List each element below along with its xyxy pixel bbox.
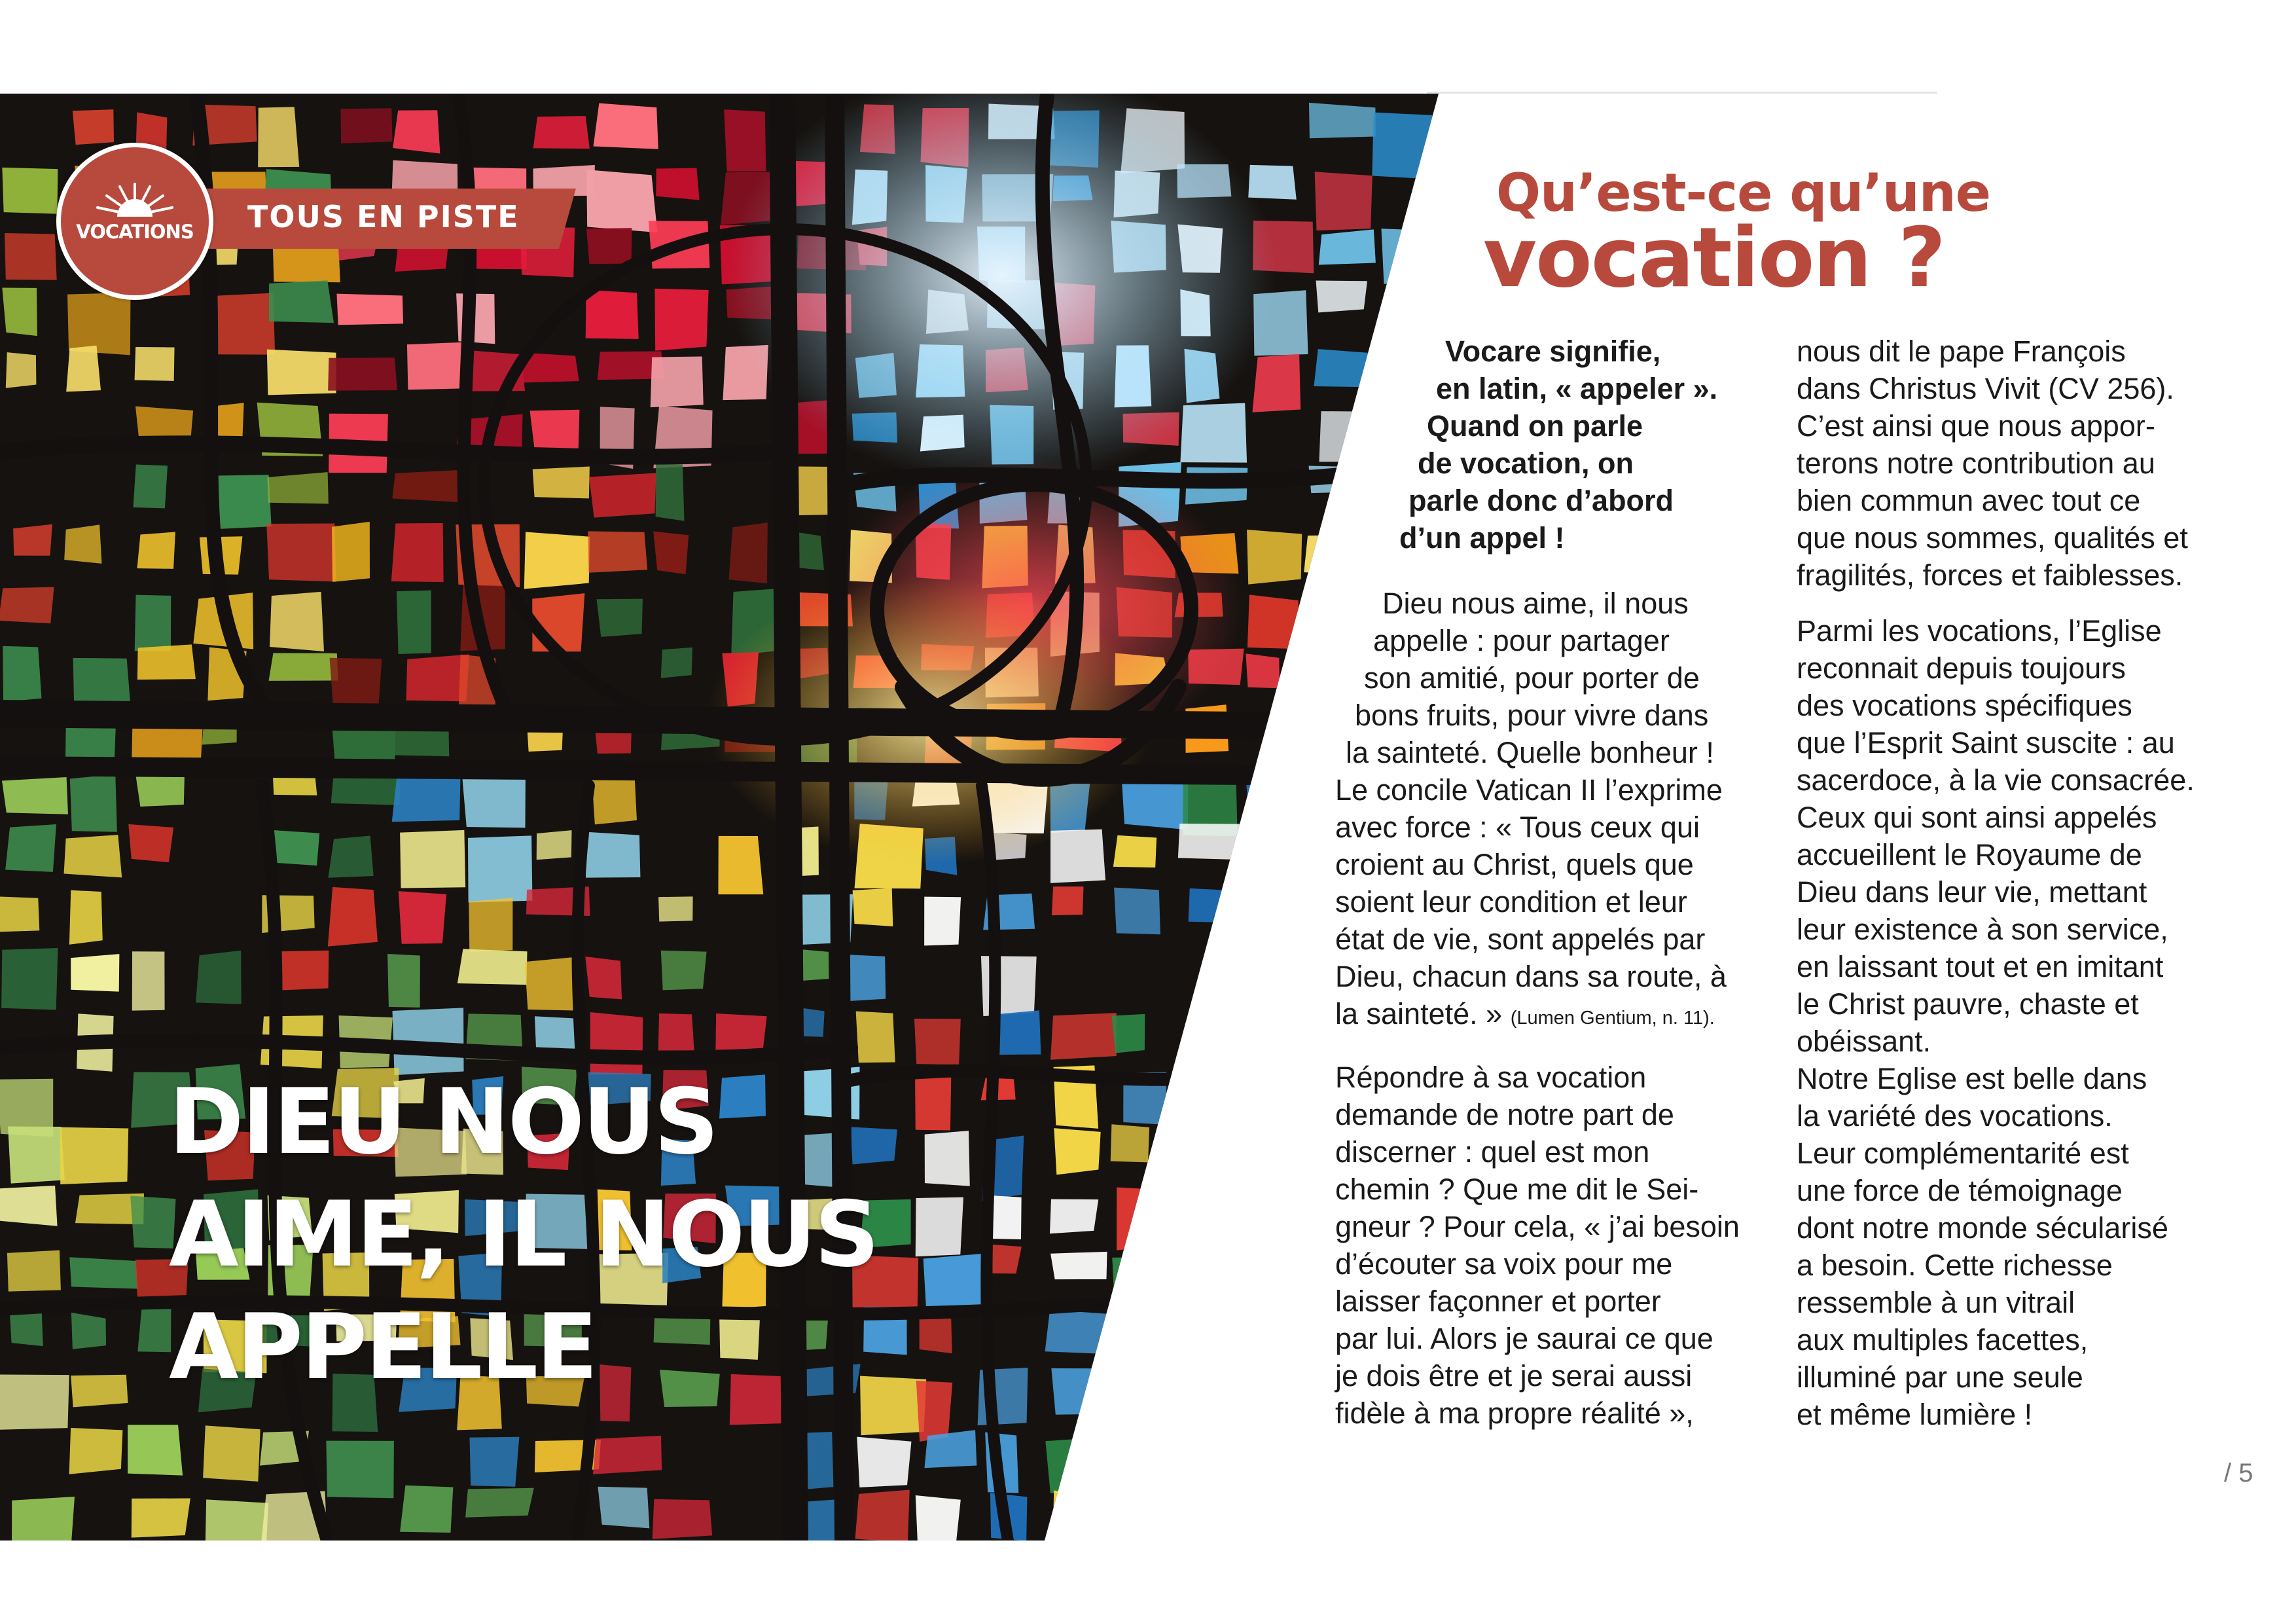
glass-tile xyxy=(724,109,766,172)
glass-tile xyxy=(1112,1014,1145,1053)
body-line: obéissant. xyxy=(1797,1025,1931,1058)
glass-tile xyxy=(336,294,403,325)
glass-tile xyxy=(5,233,57,280)
glass-tile xyxy=(1186,1135,1251,1172)
glass-tile xyxy=(262,1544,317,1608)
body-line: Dieu dans leur vie, mettant xyxy=(1797,875,2147,909)
glass-tile xyxy=(1,948,58,1010)
glass-tile xyxy=(332,522,370,582)
glass-tile xyxy=(593,1436,662,1474)
intro-line: Vocare signifie, xyxy=(1445,335,1661,368)
glass-tile xyxy=(399,891,446,944)
glass-tile xyxy=(69,1257,137,1288)
glass-tile xyxy=(128,824,173,862)
glass-tile xyxy=(1117,1187,1160,1250)
glass-tile xyxy=(661,647,692,678)
glass-tile xyxy=(537,830,572,860)
glass-tile xyxy=(653,532,689,574)
hero-headline xyxy=(169,1066,954,1404)
glass-tile xyxy=(914,1019,961,1065)
glass-tile xyxy=(856,1012,895,1063)
intro-line: parle donc d’abord xyxy=(1408,484,1674,517)
glass-tile xyxy=(274,951,329,991)
glass-tile xyxy=(1243,1438,1308,1493)
glass-tile xyxy=(1113,835,1157,867)
glass-tile xyxy=(5,824,56,872)
glass-tile xyxy=(206,1499,268,1548)
glass-tile xyxy=(916,1495,961,1549)
column-2-paragraph-2 xyxy=(1797,612,2195,1433)
glass-tile xyxy=(0,896,39,932)
glass-tile xyxy=(2,168,58,214)
glass-tile xyxy=(258,107,299,167)
glass-tile xyxy=(70,775,117,832)
article-title-line2: vocation ? xyxy=(1483,210,1945,306)
glass-tile xyxy=(7,1250,61,1292)
glass-tile xyxy=(1178,824,1244,860)
body-line: fragilités, forces et faiblesses. xyxy=(1797,558,2183,592)
glass-tile xyxy=(1254,833,1297,867)
glass-tile xyxy=(64,524,101,564)
body-line: reconnait depuis toujours xyxy=(1797,651,2126,685)
glass-tile xyxy=(1114,1548,1168,1596)
body-line: chemin ? Que me dit le Sei- xyxy=(1335,1173,1699,1206)
column-1-paragraph-1 xyxy=(1335,585,1727,1037)
body-line: que nous sommes, qualités et xyxy=(1797,521,2188,555)
glass-tile xyxy=(1439,100,1478,143)
body-line: par lui. Alors je saurai ce que xyxy=(1335,1322,1713,1355)
body-line: son amitié, pour porter de xyxy=(1364,661,1700,695)
glass-tile xyxy=(1045,1436,1114,1493)
glass-tile xyxy=(594,103,658,149)
glass-tile xyxy=(391,523,444,582)
glass-tile xyxy=(64,835,122,877)
body-line: leur existence à son service, xyxy=(1797,913,2168,946)
body-line: laisser façonner et porter xyxy=(1335,1285,1661,1318)
glass-tile xyxy=(1176,1070,1206,1110)
intro-paragraph xyxy=(1394,333,1717,556)
glass-tile xyxy=(2,777,68,814)
glass-tile xyxy=(1182,1190,1249,1254)
glass-tile xyxy=(1381,228,1439,283)
glass-tile xyxy=(651,357,704,408)
body-line: sacerdoce, à la vie consacrée. xyxy=(1797,763,2195,797)
glass-tile xyxy=(135,347,175,381)
body-line: avec force : « Tous ceux qui xyxy=(1335,811,1700,844)
glass-tile xyxy=(266,524,336,582)
glass-tile xyxy=(715,1013,766,1052)
column-2-paragraph-1 xyxy=(1797,333,2188,594)
body-line: dont notre monde sécularisé xyxy=(1797,1211,2168,1245)
glass-tile xyxy=(1045,1309,1109,1353)
glass-tile xyxy=(653,1499,713,1539)
glass-tile xyxy=(658,896,693,921)
glass-tile xyxy=(862,1551,893,1583)
body-line: bien commun avec tout ce xyxy=(1797,484,2141,517)
hero-headline-line: DIEU NOUS xyxy=(169,1069,717,1175)
glass-tile xyxy=(67,293,130,356)
body-line: Ceux qui sont ainsi appelés xyxy=(1797,801,2157,834)
glass-tile xyxy=(524,532,590,589)
body-line: la sainteté. Quelle bonheur ! xyxy=(1346,736,1714,769)
glass-tile xyxy=(134,465,168,509)
glass-tile xyxy=(270,830,319,866)
glass-tile xyxy=(1045,1556,1092,1608)
glass-tile xyxy=(1372,113,1437,180)
glass-tile xyxy=(13,524,52,556)
glass-tile xyxy=(1252,897,1323,925)
intro-line: Quand on parle xyxy=(1427,409,1643,443)
body-line: Le concile Vatican II l’exprime xyxy=(1335,773,1723,807)
glass-tile xyxy=(270,592,324,651)
glass-tile xyxy=(66,346,101,392)
glass-tile xyxy=(1316,1546,1382,1597)
body-line: la variété des vocations. xyxy=(1797,1099,2113,1133)
glass-tile xyxy=(655,289,708,351)
glass-tile xyxy=(1378,1548,1435,1582)
glass-tile xyxy=(340,108,392,143)
body-line: demande de notre part de xyxy=(1335,1098,1674,1131)
glass-tile xyxy=(12,1497,75,1550)
glass-tile xyxy=(69,890,103,945)
glass-tile xyxy=(1316,280,1367,312)
body-line: Parmi les vocations, l’Eglise xyxy=(1797,614,2162,647)
glass-tile xyxy=(468,835,533,902)
glass-tile xyxy=(6,352,37,388)
glass-tile xyxy=(1114,888,1160,935)
body-line: nous dit le pape François xyxy=(1797,335,2126,368)
glass-tile xyxy=(589,473,656,518)
glass-tile xyxy=(1249,1135,1304,1190)
glass-tile xyxy=(992,1545,1031,1597)
body-line: je dois être et je serai aussi xyxy=(1335,1359,1693,1393)
glass-tile xyxy=(3,646,41,702)
glass-tile xyxy=(326,1441,394,1499)
glass-tile xyxy=(0,1186,58,1226)
body-line: illuminé par une seule xyxy=(1797,1360,2083,1394)
glass-tile xyxy=(1181,1317,1247,1354)
glass-tile xyxy=(267,350,336,395)
glass-tile xyxy=(60,1127,128,1184)
sunrise-icon xyxy=(94,179,176,218)
glass-tile xyxy=(1316,1434,1384,1499)
glass-tile xyxy=(597,599,643,637)
glass-tile xyxy=(784,1552,834,1600)
glass-tile xyxy=(924,897,961,946)
glass-tile xyxy=(2,287,37,336)
glass-tile xyxy=(585,957,622,999)
body-line: appelle : pour partager xyxy=(1373,624,1670,657)
glass-tile xyxy=(1050,1013,1117,1060)
glass-tile xyxy=(8,1127,65,1184)
page-number: / 5 xyxy=(2224,1459,2253,1487)
glass-tile xyxy=(392,470,460,502)
body-line: soient leur condition et leur xyxy=(1335,885,1687,919)
glass-tile xyxy=(1246,653,1280,688)
body-line: que l’Esprit Saint suscite : au xyxy=(1797,726,2175,759)
body-line: état de vie, sont appelés par xyxy=(1335,922,1706,956)
glass-tile xyxy=(923,1551,979,1580)
glass-tile xyxy=(1249,1073,1312,1123)
glass-tile xyxy=(718,836,763,894)
glass-tile xyxy=(387,954,420,1008)
glass-tile xyxy=(269,280,334,323)
glass-tile xyxy=(337,1551,396,1605)
glass-tile xyxy=(71,954,119,992)
body-line: en laissant tout et en imitant xyxy=(1797,950,2164,983)
glass-tile xyxy=(137,532,175,568)
glass-tile xyxy=(328,357,397,390)
glass-tile xyxy=(586,170,657,232)
glass-tile xyxy=(1052,886,1084,915)
glass-tile xyxy=(1247,594,1299,649)
glass-tile xyxy=(132,1499,190,1538)
glass-tile xyxy=(400,830,465,888)
vocations-logo xyxy=(56,143,213,300)
column-1-paragraph-2 xyxy=(1335,1059,1740,1432)
body-line: une force de témoignage xyxy=(1797,1174,2123,1207)
glass-tile xyxy=(1252,354,1300,412)
glass-tile xyxy=(661,951,707,991)
glass-tile xyxy=(1050,1252,1107,1279)
body-line: Leur complémentarité est xyxy=(1797,1137,2129,1170)
vocations-logo-label: VOCATIONS xyxy=(76,221,194,243)
body-line: bons fruits, pour vivre dans xyxy=(1355,699,1709,732)
glass-tile xyxy=(203,1425,260,1482)
glass-tile xyxy=(656,168,699,200)
body-line: d’écouter sa voix pour me xyxy=(1335,1247,1673,1281)
glass-tile xyxy=(400,1486,453,1533)
glass-tile xyxy=(1247,530,1302,585)
glass-tile xyxy=(1052,1490,1089,1547)
glass-tile xyxy=(465,1488,534,1518)
glass-tile xyxy=(1437,1503,1477,1531)
body-line: terons notre contribution au xyxy=(1797,447,2155,480)
glass-tile xyxy=(1180,1556,1211,1610)
glass-tile xyxy=(533,467,590,499)
intro-line: de vocation, on xyxy=(1418,447,1634,480)
glass-tile xyxy=(328,836,373,878)
body-line: a besoin. Cette richesse xyxy=(1797,1249,2113,1282)
hero-headline-line: AIME, IL NOUS xyxy=(169,1182,878,1287)
body-line: Dieu nous aime, il nous xyxy=(1382,587,1689,620)
glass-tile xyxy=(1314,349,1384,387)
glass-tile xyxy=(588,531,647,572)
glass-tile xyxy=(331,777,400,805)
header-rule xyxy=(1427,92,1937,94)
glass-tile xyxy=(1304,535,1372,575)
body-line: et même lumière ! xyxy=(1797,1398,2033,1431)
body-line: Notre Eglise est belle dans xyxy=(1797,1062,2147,1095)
glass-tile xyxy=(457,949,528,985)
glass-tile xyxy=(1374,1486,1443,1523)
body-line: Répondre à sa vocation xyxy=(1335,1061,1647,1094)
glass-tile xyxy=(135,407,193,441)
glass-tile xyxy=(533,116,590,149)
body-line: aux multiples facettes, xyxy=(1797,1323,2089,1357)
body-line-text: la sainteté. » xyxy=(1335,997,1503,1030)
glass-tile xyxy=(137,644,196,680)
glass-tile xyxy=(1306,706,1339,739)
glass-tile xyxy=(656,1555,723,1602)
glass-tile xyxy=(328,887,378,947)
glass-tile xyxy=(73,109,114,145)
glass-tile xyxy=(1122,778,1188,830)
hero-headline-line: APPELLE xyxy=(169,1294,596,1400)
glass-tile xyxy=(135,595,171,651)
body-line: le Christ pauvre, chaste et xyxy=(1797,987,2139,1021)
glass-tile xyxy=(1319,229,1376,264)
glass-tile xyxy=(855,1489,910,1542)
glass-tile xyxy=(69,1428,123,1474)
glass-tile xyxy=(0,587,54,624)
glass-tile xyxy=(1248,165,1296,200)
glass-tile xyxy=(1309,103,1376,138)
glass-tile xyxy=(729,522,768,583)
glass-tile xyxy=(586,1552,627,1601)
body-line: des vocations spécifiques xyxy=(1797,689,2132,722)
glass-tile xyxy=(1051,1368,1122,1415)
glass-tile xyxy=(1113,1436,1181,1470)
glass-tile xyxy=(10,1311,43,1347)
glass-tile xyxy=(586,228,632,264)
glass-tile xyxy=(137,1305,171,1353)
body-line: dans Christus Vivit (CV 256). xyxy=(1797,372,2174,405)
glass-tile xyxy=(1251,1191,1316,1254)
citation: (Lumen Gentium, n. 11). xyxy=(1510,1008,1715,1029)
glass-tile xyxy=(465,1552,513,1581)
glass-tile xyxy=(1315,172,1372,230)
glass-tile xyxy=(598,1487,649,1529)
intro-line: en latin, « appeler ». xyxy=(1436,372,1718,405)
glass-tile xyxy=(1054,1128,1100,1175)
section-banner-label: TOUS EN PISTE xyxy=(247,199,520,234)
body-line: gneur ? Pour cela, « j’ai besoin xyxy=(1335,1210,1740,1243)
body-line: fidèle à ma propre réalité », xyxy=(1335,1396,1694,1430)
glass-tile xyxy=(1112,1256,1180,1315)
body-line: ressemble à un vitrail xyxy=(1797,1286,2075,1319)
body-line: croient au Christ, quels que xyxy=(1335,848,1694,881)
glass-tile xyxy=(1378,1426,1410,1472)
glass-tile xyxy=(1319,411,1367,462)
glass-tile xyxy=(132,951,165,1010)
glass-tile xyxy=(1248,1367,1285,1408)
glass-tile xyxy=(330,658,382,709)
glass-tile xyxy=(1252,1499,1306,1554)
glass-tile xyxy=(1050,1199,1098,1234)
glass-tile xyxy=(656,464,685,520)
glass-tile xyxy=(397,591,431,654)
glass-tile xyxy=(848,955,886,1001)
glass-tile xyxy=(924,1430,977,1468)
glass-tile xyxy=(393,110,440,153)
glass-tile xyxy=(469,898,512,952)
intro-line: d’un appel ! xyxy=(1399,521,1565,555)
glass-tile xyxy=(269,653,338,680)
glass-tile xyxy=(469,1437,519,1487)
glass-tile xyxy=(1183,1368,1247,1400)
glass-tile xyxy=(128,1425,183,1475)
glass-tile xyxy=(1247,945,1287,973)
glass-tile xyxy=(0,1375,69,1430)
glass-tile xyxy=(586,832,640,878)
glass-tile xyxy=(853,888,893,926)
glass-tile xyxy=(407,342,467,390)
glass-tile xyxy=(1116,1308,1157,1368)
glass-tile xyxy=(1447,1430,1509,1461)
glass-tile xyxy=(1313,1494,1357,1535)
body-line: discerner : quel est mon xyxy=(1335,1135,1650,1169)
glass-tile xyxy=(1176,1429,1226,1469)
article-title-line1: Qu’est-ce qu’une xyxy=(1496,162,1990,223)
glass-tile xyxy=(857,1437,911,1487)
body-line: Dieu, chacun dans sa route, à xyxy=(1335,960,1727,993)
glass-tile xyxy=(71,1313,106,1349)
glass-tile xyxy=(136,774,185,807)
glass-tile xyxy=(590,1012,643,1074)
glass-tile xyxy=(1121,1372,1187,1410)
glass-tile xyxy=(1111,1124,1149,1162)
glass-tile xyxy=(65,1554,109,1587)
glass-tile xyxy=(1249,1549,1280,1594)
glass-tile xyxy=(0,1554,54,1586)
glass-tile xyxy=(994,1010,1041,1055)
body-line: C’est ainsi que nous appor- xyxy=(1797,409,2155,443)
glass-tile xyxy=(532,593,584,651)
glass-tile xyxy=(196,951,241,1004)
glass-tile xyxy=(268,472,329,503)
glass-tile xyxy=(71,1375,128,1408)
glass-tile xyxy=(586,290,639,339)
glass-tile xyxy=(1189,888,1247,923)
body-line: accueillent le Royaume de xyxy=(1797,838,2142,871)
glass-tile xyxy=(387,1548,445,1604)
glass-tile xyxy=(204,1554,262,1595)
glass-tile xyxy=(1244,1310,1296,1357)
body-line xyxy=(1335,995,1727,1037)
